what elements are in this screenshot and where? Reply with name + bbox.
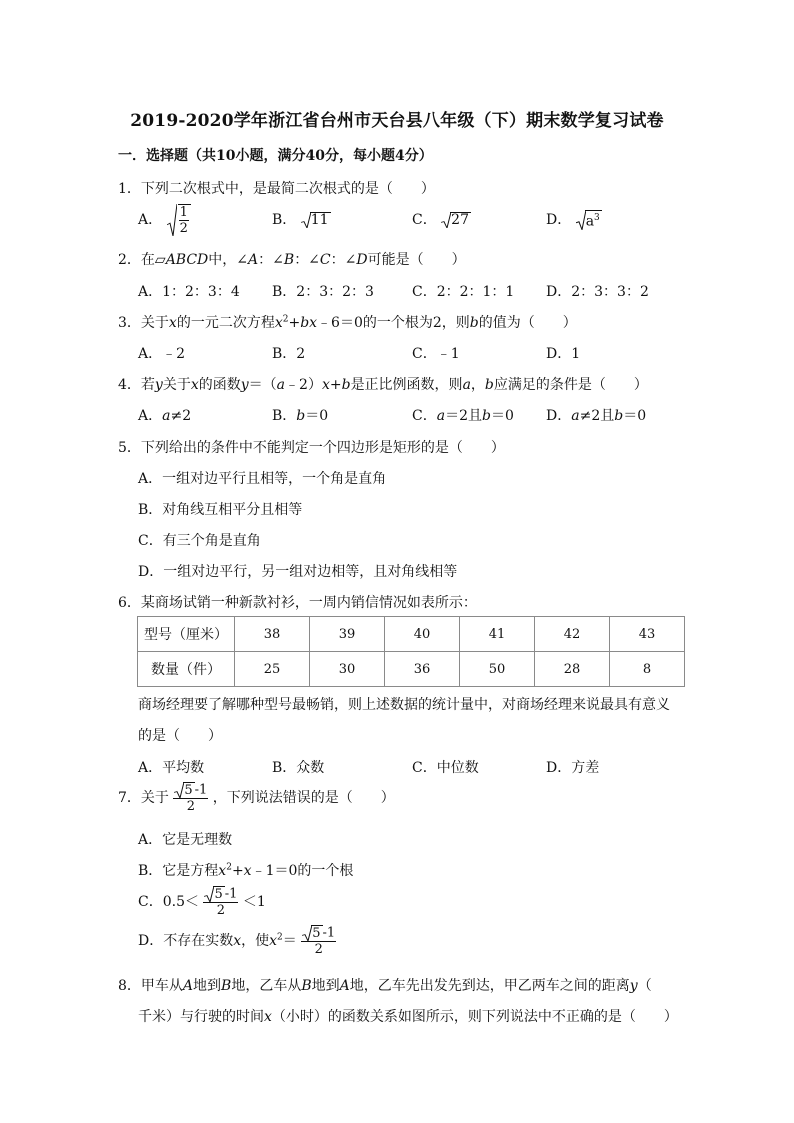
q7-option-a: A．它是无理数	[138, 832, 233, 848]
q6-option-d: D．方差	[546, 760, 600, 776]
q3-option-d: D．1	[546, 346, 581, 362]
table-cell: 41	[460, 617, 535, 652]
table-row	[138, 617, 685, 652]
question-4-stem: 4．若y关于x的函数y＝（a﹣2）x+b是正比例函数，则a，b应满足的条件是（ ）	[118, 377, 648, 393]
q7-option-c: C．0.5＜ $\frac{5 -1}{2}$ ＜1	[138, 886, 266, 918]
q6-option-a: A．平均数	[138, 760, 205, 776]
sales-table	[137, 616, 685, 687]
table-row	[138, 652, 685, 687]
question-3-stem: 3．关于x的一元二次方程$x^2+bx﹣6=0$的一个根为2，则b的值为（ ）	[118, 314, 577, 331]
table-row-header: 型号（厘米）	[138, 617, 235, 652]
q4-option-a: A．a≠2	[138, 408, 192, 424]
table-row-header: 数量（件）	[138, 652, 235, 687]
table-cell: 38	[235, 617, 310, 652]
table-cell: 30	[310, 652, 385, 687]
q2-option-c: C．2：2：1：1	[412, 284, 515, 300]
question-8-line2: 千米）与行驶的时间x（小时）的函数关系如图所示，则下列说法中不正确的是（ ）	[138, 1009, 678, 1025]
fraction-sqrt5-minus-1-over-2: $\frac{5 -1}{2}$	[173, 782, 208, 814]
page-title: 2019-2020学年浙江省台州市天台县八年级（下）期末数学复习试卷	[130, 111, 664, 131]
question-2-stem: 2．在▱ABCD中，∠A：∠B：∠C：∠D可能是（ ）	[118, 252, 466, 268]
q5-option-b: B．对角线互相平分且相等	[138, 502, 303, 518]
question-6-stem: 6．某商场试销一种新款衬衫，一周内销信情况如表所示：	[118, 595, 477, 611]
question-1-stem: 1．下列二次根式中，是最简二次根式的是（ ）	[118, 181, 435, 197]
q1-option-b: B． 11	[272, 212, 329, 228]
q6-text-line2: 的是（ ）	[138, 728, 222, 744]
q2-option-a: A．1：2：3：4	[138, 284, 240, 300]
question-8-line1: 8．甲车从A地到B地，乙车从B地到A地，乙车先出发先到达，甲乙两车之间的距离y（	[118, 978, 652, 994]
q5-option-a: A．一组对边平行且相等，一个角是直角	[138, 471, 387, 487]
q6-text-line1: 商场经理要了解哪种型号最畅销，则上述数据的统计量中，对商场经理来说最具有意义	[138, 697, 670, 713]
table-cell: 40	[385, 617, 460, 652]
q2-option-b: B．2：3：2：3	[272, 284, 374, 300]
table-cell: 39	[310, 617, 385, 652]
table-cell: 50	[460, 652, 535, 687]
q2-option-d: D．2：3：3：2	[546, 284, 649, 300]
q3-option-a: A．﹣2	[138, 346, 186, 362]
question-5-stem: 5．下列给出的条件中不能判定一个四边形是矩形的是（ ）	[118, 440, 505, 456]
q3-option-b: B．2	[272, 346, 306, 362]
q5-option-c: C．有三个角是直角	[138, 533, 261, 549]
q4-option-d: D．a≠2且b＝0	[546, 408, 647, 424]
q6-option-c: C．中位数	[412, 760, 479, 776]
question-7-stem: 7．关于 $\frac{5 -1}{2}$ ，下列说法错误的是（ ）	[118, 782, 395, 814]
table-cell: 42	[535, 617, 610, 652]
section-heading: 一．选择题（共10小题，满分40分，每小题4分）	[118, 148, 433, 164]
sqrt-symbol: $\frac{1}{2}$	[167, 204, 191, 236]
table-cell: 43	[610, 617, 685, 652]
q1-option-a: A． $\frac{1}{2}$	[138, 204, 191, 236]
q1-option-d: D． $a^3$	[546, 212, 600, 230]
q7-option-b: B．它是方程$x^2+x﹣1=0$的一个根	[138, 862, 354, 879]
q5-option-d: D．一组对边平行，另一组对边相等，且对角线相等	[138, 564, 458, 580]
table-cell: 28	[535, 652, 610, 687]
table-cell: 8	[610, 652, 685, 687]
q3-option-c: C．﹣1	[412, 346, 460, 362]
q7-option-d: D．不存在实数x，使$x^2=$ $\frac{5 -1}{2}$	[138, 925, 336, 957]
q6-option-b: B．众数	[272, 760, 325, 776]
q1-option-c: C． 27	[412, 212, 469, 228]
q4-option-b: B．b＝0	[272, 408, 329, 424]
table-cell: 36	[385, 652, 460, 687]
q4-option-c: C．a＝2且b＝0	[412, 408, 514, 424]
table-cell: 25	[235, 652, 310, 687]
